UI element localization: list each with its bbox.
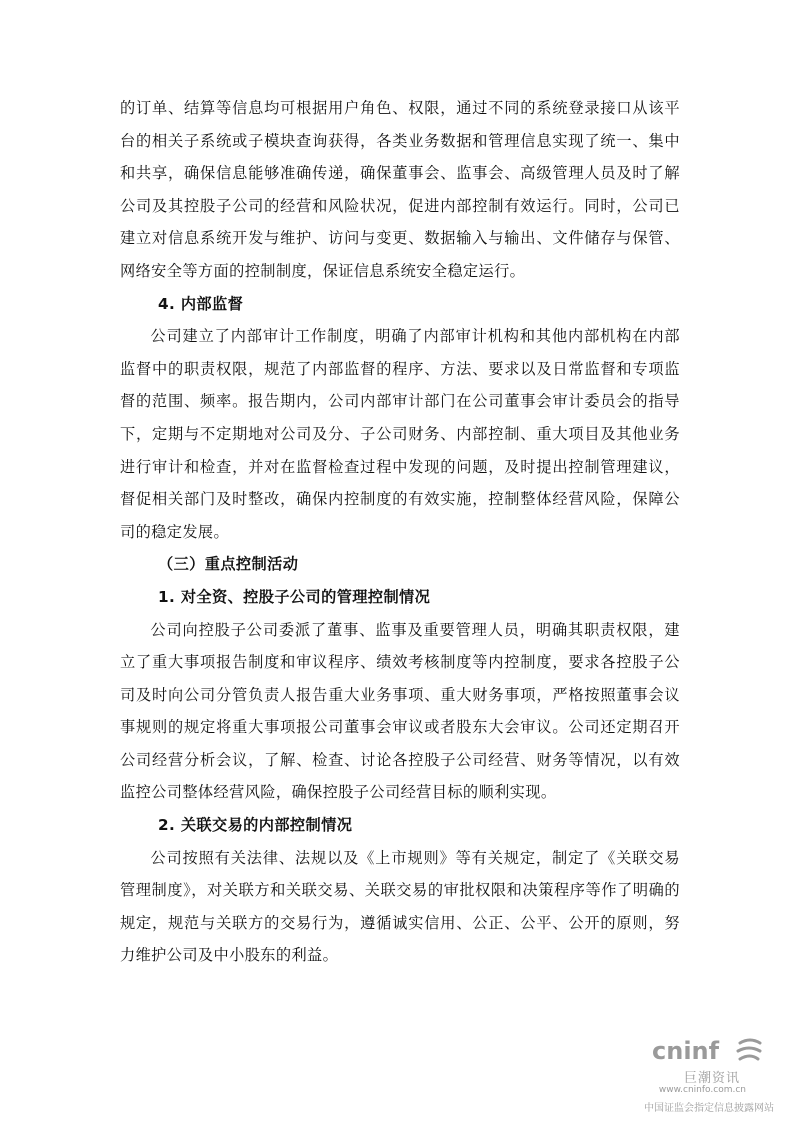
- heading-related-transactions: 2. 关联交易的内部控制情况: [158, 816, 353, 835]
- cninfo-logo-text: cninf: [652, 1037, 720, 1065]
- paragraph-internal-supervision: 公司建立了内部审计工作制度，明确了内部审计机构和其他内部机构在内部监督中的职责权限，规范了内部监督的程序、方法、要求以及日常监督和专项监督的范围、频率。报告期内，公司内部审计部门在公司董事会审计委员会的指导下，定期与不定期地对公司及分、子公司财务、内部控制、重大项目及其他业务进行审计和检查，并对在监督检查过程中发现的问题，及时提出控制管理建议，督促相关部门及时整改，确保内控制度的有效实施，控制整体经营风险，保障公司的稳定发展。: [120, 327, 680, 541]
- paragraph-related-transactions: 公司按照有关法律、法规以及《上市规则》等有关规定，制定了《关联交易管理制度》，对关联方和关联交易、关联交易的审批权限和决策程序等作了明确的规定，规范与关联方的交易行为，遵循诚实信用、公正、公平、公开的原则，努力维护公司及中小股东的利益。: [120, 848, 680, 965]
- paragraph-subsidiary-control: 公司向控股子公司委派了董事、监事及重要管理人员，明确其职责权限，建立了重大事项报告制度和审议程序、绩效考核制度等内控制度，要求各控股子公司及时向公司分管负责人报告重大业务事项、重大财务事项，严格按照董事会议事规则的规定将重大事项报公司董事会审议或者股东大会审议。公司还定期召开公司经营分析会议，了解、检查、讨论各控股子公司经营、财务等情况，以有效监控公司整体经营风险，确保控股子公司经营目标的顺利实现。: [120, 620, 680, 802]
- cninfo-watermark: [634, 1033, 774, 1115]
- paragraph-information-systems: 的订单、结算等信息均可根据用户角色、权限，通过不同的系统登录接口从该平台的相关子系统或子模块查询获得，各类业务数据和管理信息实现了统一、集中和共享，确保信息能够准确传递，确保董事会、监事会、高级管理人员及时了解公司及其控股子公司的经营和风险状况，促进内部控制有效运行。同时，公司已建立对信息系统开发与维护、访问与变更、数据输入与输出、文件储存与保管、网络安全等方面的控制制度，保证信息系统安全稳定运行。: [120, 99, 680, 280]
- cninfo-name: 巨潮资讯: [683, 1071, 740, 1086]
- heading-key-control-activities: （三）重点控制活动: [158, 555, 299, 574]
- heading-internal-supervision: 4. 内部监督: [158, 294, 244, 313]
- cninfo-logo-icon: [648, 1033, 768, 1067]
- heading-subsidiary-control: 1. 对全资、控股子公司的管理控制情况: [158, 587, 431, 606]
- cninfo-tagline: 中国证监会指定信息披露网站: [644, 1103, 774, 1114]
- document-body: [120, 92, 680, 972]
- cninfo-url: www.cninfo.com.cn: [658, 1085, 746, 1095]
